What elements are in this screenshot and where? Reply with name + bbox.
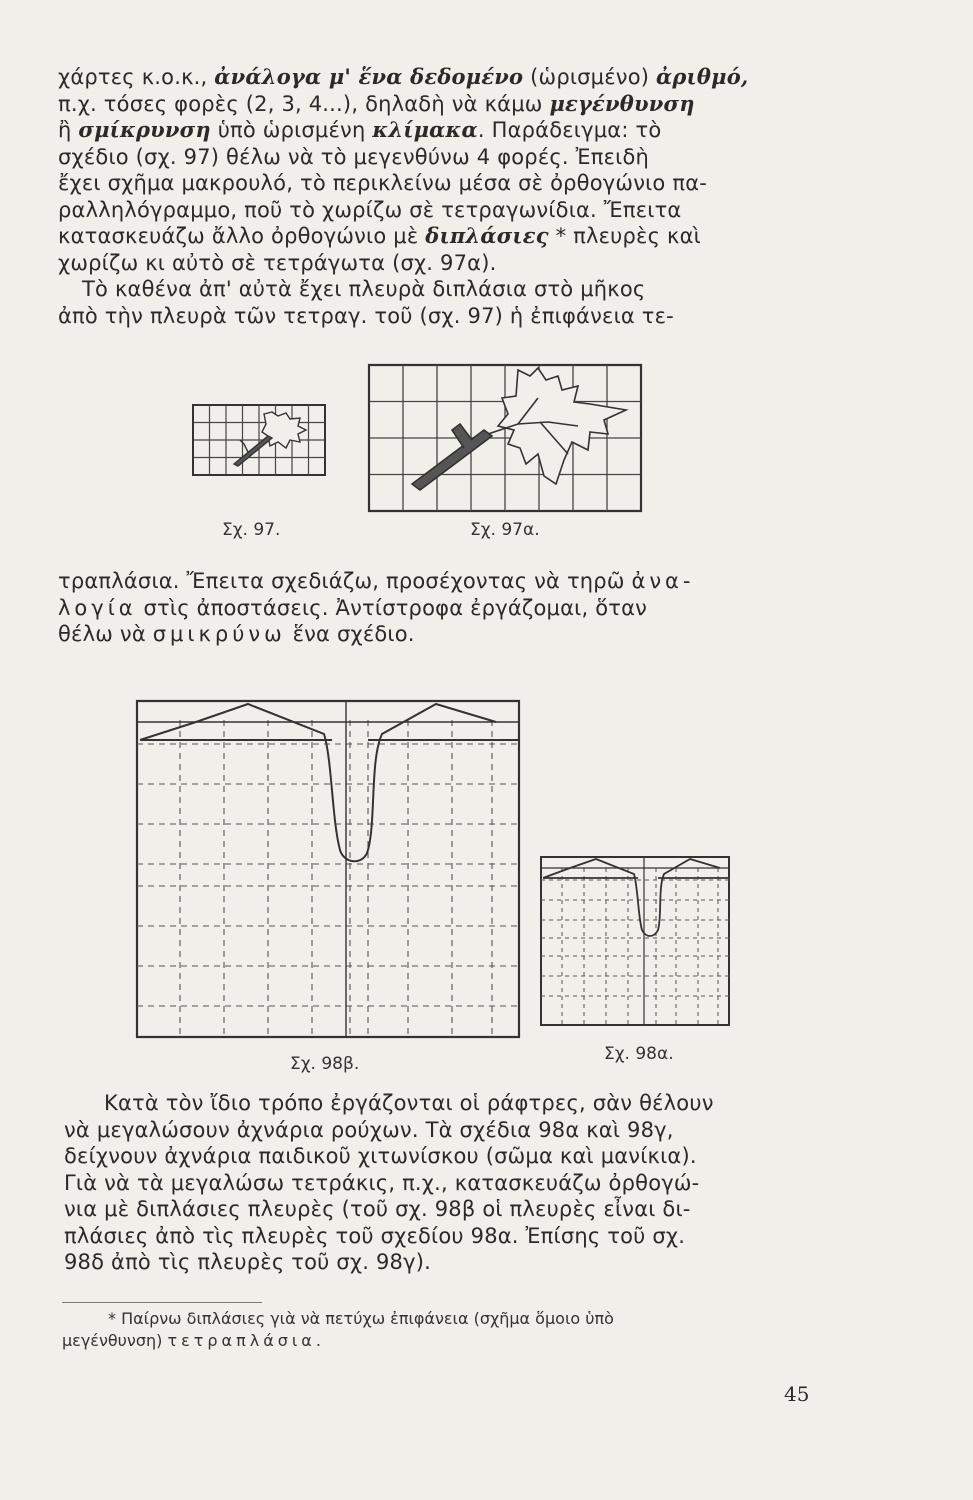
- top-line-4: [58, 144, 810, 171]
- top-line-8: [58, 250, 810, 277]
- bottom-line-6: πλάσιες ἀπὸ τὶς πλευρὲς τοῦ σχεδίου 98α. Ἐπίσης τοῦ σχ.: [64, 1223, 686, 1248]
- bottom-line-3: δείχνουν ἀχνάρια παιδικοῦ χιτωνίσκου (σῶμα καὶ μανίκια).: [64, 1144, 697, 1168]
- top-line-1-seg-1: χάρτες κ.ο.κ.,: [58, 65, 215, 89]
- leaf-large-icon: [412, 368, 626, 490]
- top-line-9: [58, 276, 810, 303]
- top-line-3-seg-1: ἢ: [58, 118, 79, 142]
- top-line-8-seg-1: χωρίζω κι αὐτὸ σὲ τετράγωτα (σχ. 97α).: [58, 250, 497, 275]
- caption-fig-98a: Σχ. 98α.: [604, 1044, 674, 1064]
- mid-line1: τραπλάσια. Ἔπειτα σχεδιάζω, προσέχοντας νὰ τηρῶ: [58, 569, 632, 593]
- top-line-10-seg-1: ἀπὸ τὴν πλευρὰ τῶν τετραγ. τοῦ (σχ. 97) ἡ ἐπιφάνεια τε-: [58, 303, 674, 328]
- page-number: 45: [784, 1382, 810, 1406]
- top-line-5-seg-1: ἔχει σχῆμα μακρουλό, τὸ περικλείνω μέσα σὲ ὀρθογώνιο πα-: [58, 171, 708, 195]
- footnote-line1: * Παίρνω διπλάσιες γιὰ νὰ πετύχω ἐπιφάνεια (σχῆμα ὅμοιο ὑπὸ: [108, 1309, 614, 1328]
- bottom-line-5: νια μὲ διπλάσιες πλευρὲς (τοῦ σχ. 98β οἱ πλευρὲς εἶναι δι-: [64, 1197, 691, 1221]
- top-line-5: [58, 170, 810, 197]
- top-line-6: [58, 197, 810, 224]
- figure-97a-large-grid: [368, 364, 642, 512]
- top-line-9-seg-1: Τὸ καθένα ἀπ' αὐτὰ ἔχει πλευρὰ διπλάσια στὸ μῆκος: [82, 277, 646, 301]
- bottom-line-1: Κατὰ τὸν ἴδιο τρόπο ἐργάζονται οἱ ράφτρες, σὰν θέλουν: [104, 1091, 714, 1115]
- paragraph-bottom: [64, 1090, 812, 1276]
- top-line-3: [58, 117, 810, 144]
- caption-fig-97: Σχ. 97.: [222, 520, 281, 540]
- top-line-3-seg-5: . Παράδειγμα: τὸ: [477, 118, 662, 142]
- top-line-1-seg-4: ἀριθμό,: [656, 64, 749, 89]
- figure-98a-garment-pattern-small: [540, 856, 730, 1026]
- figure-97-small-grid: [192, 404, 326, 476]
- top-line-10: [58, 303, 810, 330]
- top-line-3-seg-3: ὑπὸ ὡρισμένη: [210, 118, 373, 142]
- garment-outline-large: [140, 704, 519, 861]
- footnote: [62, 1308, 812, 1352]
- paragraph-middle: [58, 568, 810, 648]
- footnote-line2-spaced: τετραπλάσια.: [167, 1331, 325, 1350]
- caption-fig-97a: Σχ. 97α.: [470, 520, 540, 540]
- mid-line1-spaced: ἀνα-: [631, 569, 695, 593]
- bottom-line-4: Γιὰ νὰ τὰ μεγαλώσω τετράκις, π.χ., κατασκευάζω ὀρθογώ-: [64, 1170, 700, 1195]
- mid-line3c: ἕνα σχέδιο.: [285, 622, 415, 646]
- top-line-7-seg-1: κατασκευάζω ἄλλο ὀρθογώνιο μὲ: [58, 224, 426, 248]
- garment-outline-small: [543, 859, 729, 936]
- top-line-6-seg-1: ραλληλόγραμμο, ποῦ τὸ χωρίζω σὲ τετραγωνίδια. Ἔπειτα: [58, 197, 682, 222]
- top-line-1-seg-3: (ὡρισμένο): [523, 65, 657, 89]
- footnote-line2a: μεγένθυνση): [62, 1331, 168, 1350]
- mid-line2-spaced: λογία: [58, 595, 137, 620]
- top-line-2-seg-1: π.χ. τόσες φορὲς (2, 3, 4...), δηλαδὴ νὰ κάμω: [58, 91, 550, 116]
- mid-line2: στὶς ἀποστάσεις. Ἀντίστροφα ἐργάζομαι, ὅταν: [136, 595, 648, 620]
- top-line-3-seg-4: κλίμακα: [372, 117, 478, 142]
- figure-98b-garment-pattern-large: [136, 700, 520, 1038]
- top-line-3-seg-2: σμίκρυνση: [78, 117, 211, 142]
- bottom-line-7: 98δ ἀπὸ τὶς πλευρὲς τοῦ σχ. 98γ).: [64, 1250, 431, 1274]
- top-line-7-seg-3: * πλευρὲς καὶ: [548, 224, 701, 248]
- top-line-1-seg-2: ἀνάλογα μ' ἕνα δεδομένο: [214, 64, 524, 89]
- top-line-1: [58, 64, 810, 91]
- top-line-7: [58, 223, 810, 250]
- bottom-line-2: νὰ μεγαλώσουν ἀχνάρια ρούχων. Τὰ σχέδια 98α καὶ 98γ,: [64, 1117, 674, 1142]
- top-line-7-seg-2: διπλάσιες: [425, 223, 549, 248]
- paragraph-top: [58, 64, 810, 329]
- top-line-2: [58, 91, 810, 118]
- mid-line3-spaced: σμικρύνω: [152, 622, 286, 646]
- footnote-rule: [62, 1302, 262, 1303]
- caption-fig-98b: Σχ. 98β.: [290, 1054, 360, 1074]
- top-line-2-seg-2: μεγένθυνση: [549, 90, 695, 116]
- top-line-4-seg-1: σχέδιο (σχ. 97) θέλω νὰ τὸ μεγενθύνω 4 φορές. Ἐπειδὴ: [58, 144, 650, 169]
- mid-line3a: θέλω νὰ: [58, 622, 153, 646]
